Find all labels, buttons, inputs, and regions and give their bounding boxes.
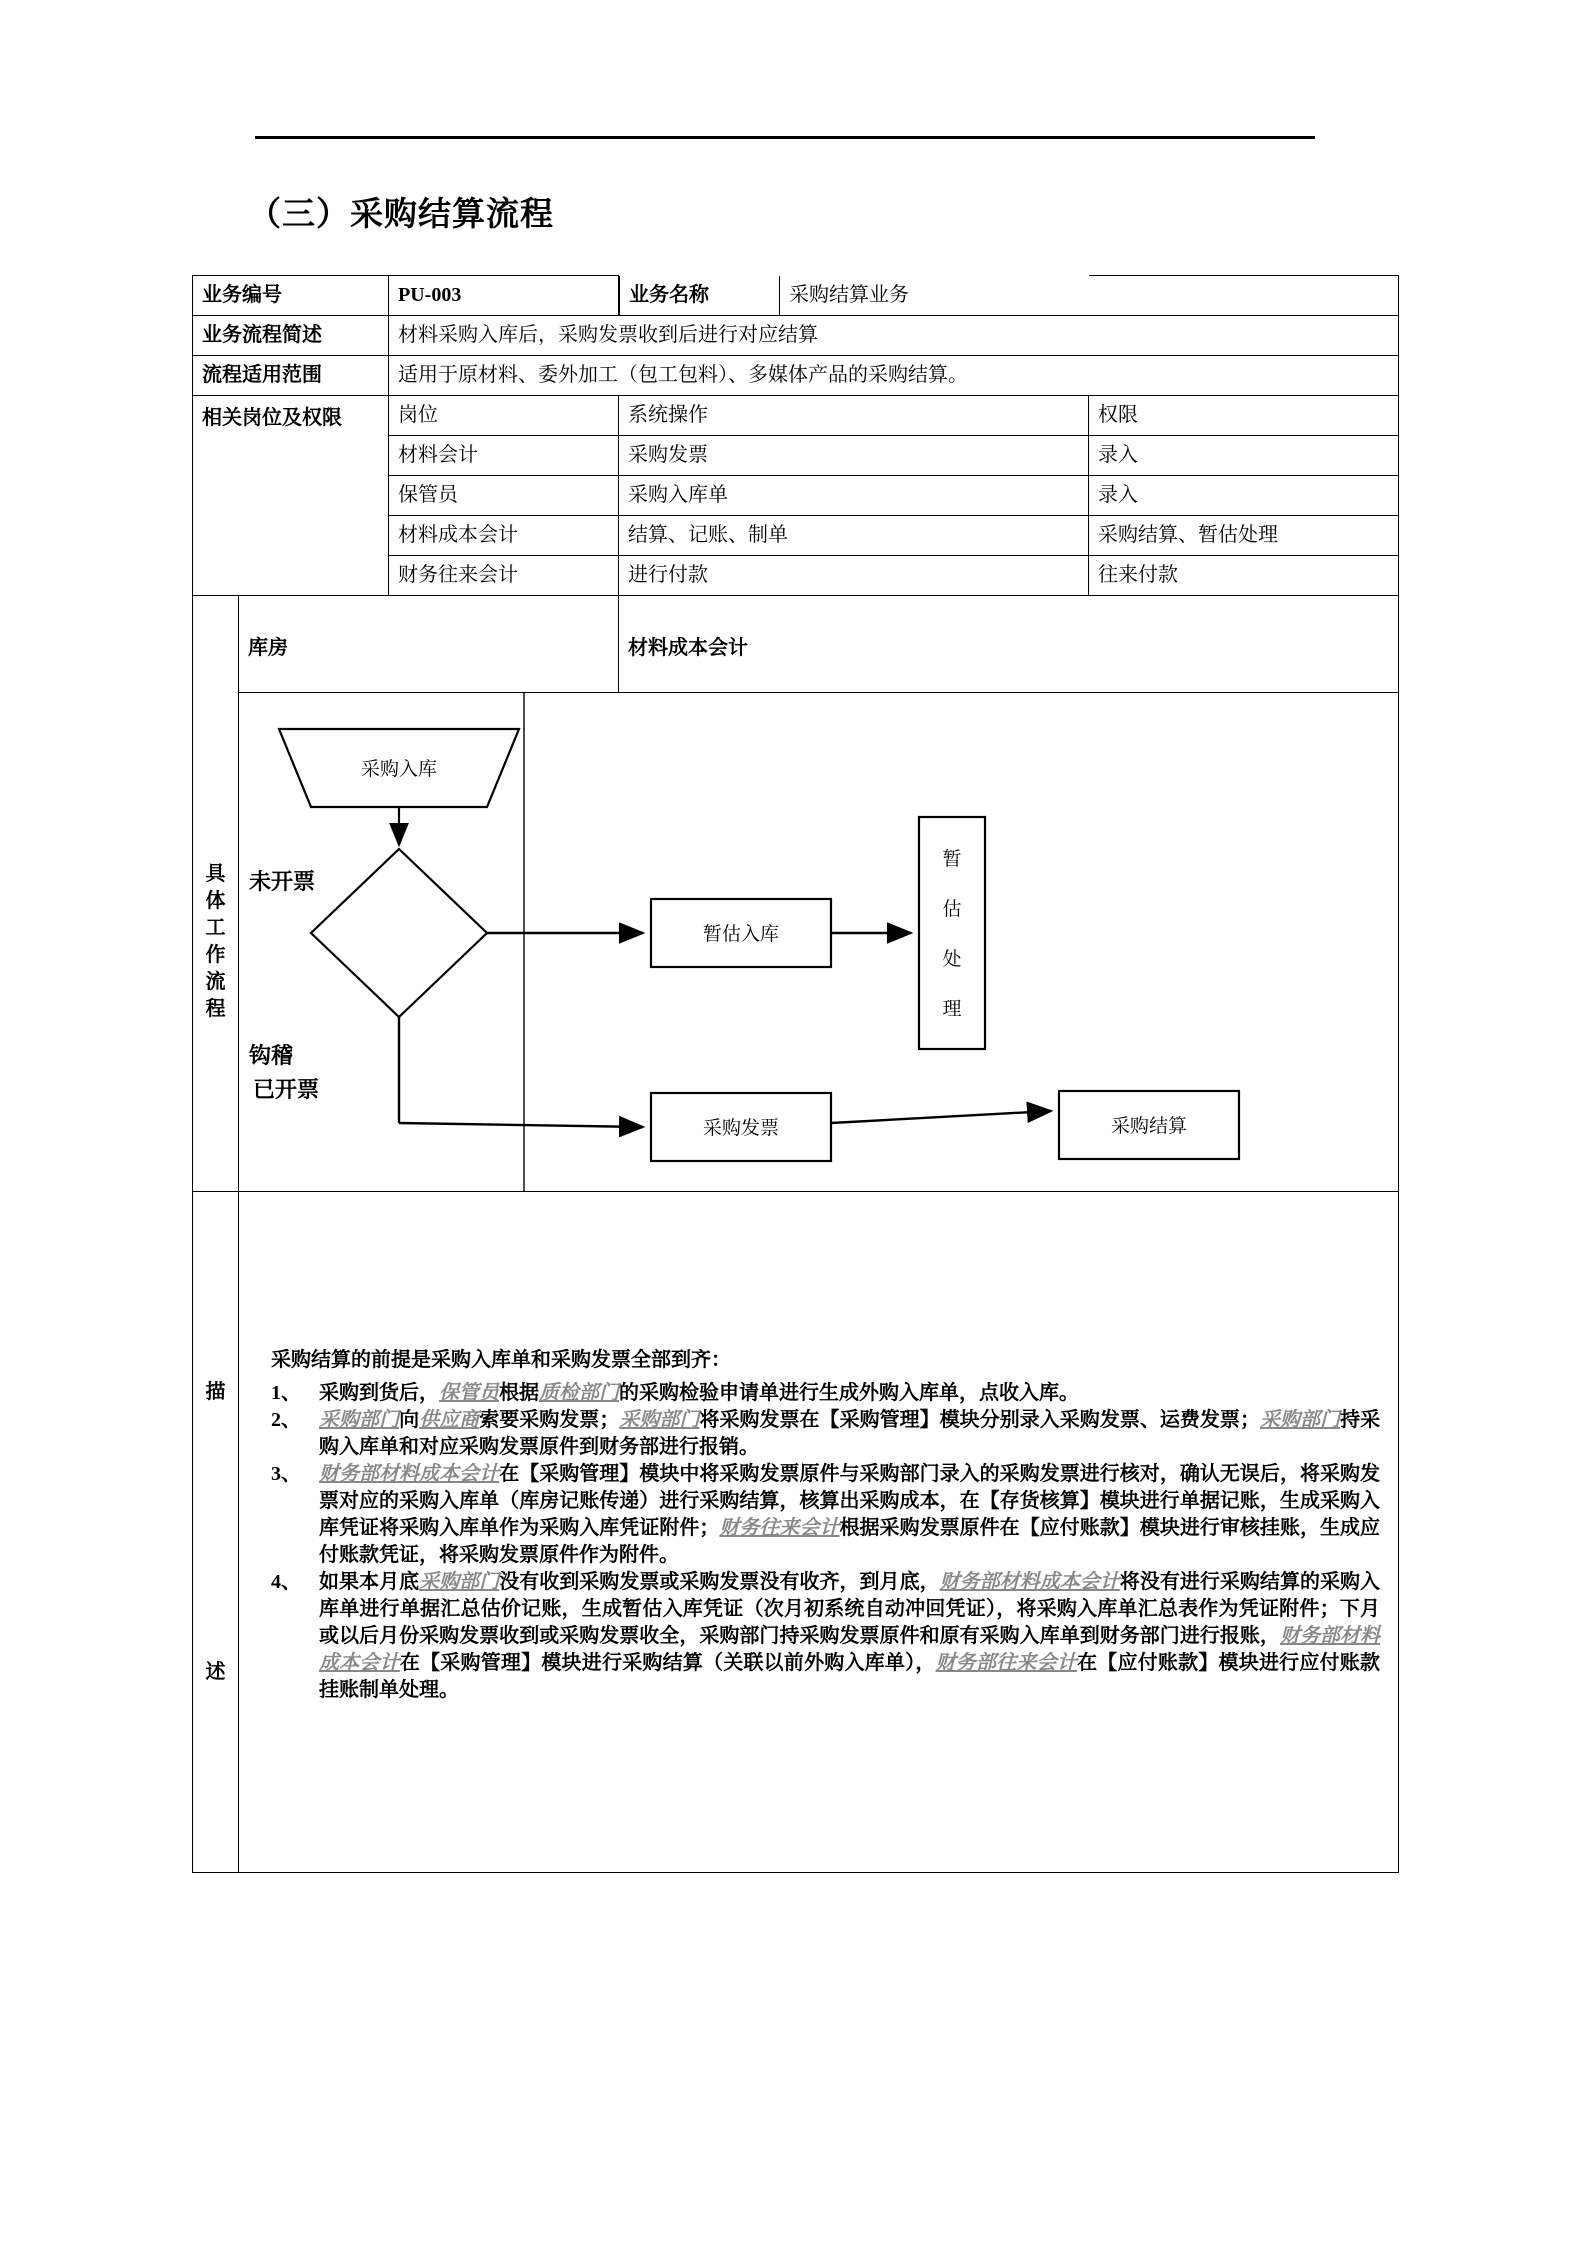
role-reference: 财务部往来会计 (935, 1651, 1078, 1674)
workflow-canvas (239, 693, 1398, 1191)
roles-label: 相关岗位及权限 (193, 396, 389, 596)
header-divider-rule (255, 136, 1315, 139)
workflow-side-label-char: 流 (205, 970, 226, 993)
role-reference: 财务部材料成本会计 (319, 1624, 1381, 1674)
description-text-run: 向 (399, 1408, 420, 1431)
role-permission: 采购结算、暂估处理 (1089, 516, 1399, 556)
workflow-diagram-cell (239, 693, 1399, 1192)
role-reference: 采购部门 (1259, 1408, 1341, 1431)
roles-header-permission: 权限 (1089, 396, 1399, 436)
description-item-number: 2、 (271, 1408, 301, 1431)
description-item (271, 1407, 1380, 1461)
description-text-run: 索要采购发票； (479, 1408, 620, 1431)
description-item-number: 4、 (271, 1570, 301, 1593)
business-name-cell (619, 276, 1089, 316)
role-reference: 财务部材料成本会计 (939, 1570, 1120, 1593)
summary-value: 材料采购入库后，采购发票收到后进行对应结算 (389, 316, 1399, 356)
description-text-run: 没有收到采购发票或采购发票没有收齐，到月底， (499, 1570, 940, 1593)
workflow-side-label-spacer (193, 596, 239, 693)
role-post: 保管员 (389, 476, 619, 516)
description-item (271, 1569, 1380, 1704)
description-side-label-char: 描 (205, 1380, 226, 1403)
description-text-run: 如果本月底 (319, 1570, 420, 1593)
table-row-business-code (193, 276, 1399, 316)
role-post: 材料成本会计 (389, 516, 619, 556)
description-text-run: 将采购发票在【采购管理】模块分别录入采购发票、运费发票； (699, 1408, 1260, 1431)
table-row-roles-header (193, 396, 1399, 436)
role-permission: 录入 (1089, 476, 1399, 516)
role-operation: 采购入库单 (619, 476, 1089, 516)
node-provisional-process-char: 理 (942, 999, 962, 1020)
role-operation: 采购发票 (619, 436, 1089, 476)
role-permission: 往来付款 (1089, 556, 1399, 596)
business-code-label: 业务编号 (193, 276, 389, 316)
node-provisional-in-label: 暂估入库 (702, 924, 780, 945)
table-row-description (193, 1192, 1399, 1873)
role-reference: 采购部门 (419, 1570, 500, 1593)
process-definition-table (192, 275, 1399, 1873)
scope-label: 流程适用范围 (193, 356, 389, 396)
roles-header-operation: 系统操作 (619, 396, 1089, 436)
node-settlement-label: 采购结算 (1110, 1116, 1188, 1137)
description-side-label-char: 述 (205, 1660, 226, 1683)
workflow-side-label-char: 程 (205, 997, 226, 1020)
edge-invoice-to-settlement (831, 1111, 1051, 1123)
role-reference: 财务部材料成本会计 (319, 1462, 500, 1485)
description-text-run: 在【采购管理】模块中将采购发票原件与采购部门录入的采购发票进行核对，确认无误后，将采购发票对应的采购入库单（库房记账传递）进行采购结算，核算出采购成本，在【存货核算】模块进行单据记账，生成采购入库凭证将采购入库单作为采购入库凭证附件； (319, 1462, 1381, 1539)
roles-header-post: 岗位 (389, 396, 619, 436)
table-row-workflow-diagram (193, 693, 1399, 1192)
node-decision-shape (311, 849, 487, 1017)
workflow-svg (239, 693, 1399, 1191)
role-post: 财务往来会计 (389, 556, 619, 596)
table-row-summary (193, 316, 1399, 356)
description-text-run: 采购到货后， (319, 1381, 439, 1404)
workflow-side-label-char: 具 (205, 862, 226, 885)
node-provisional-process-char: 处 (942, 949, 962, 970)
role-reference: 供应商 (419, 1408, 480, 1431)
node-provisional-process-char: 估 (942, 899, 962, 920)
business-name-spill (1089, 276, 1399, 316)
role-operation: 进行付款 (619, 556, 1089, 596)
branch-label-invoiced: 已开票 (253, 1077, 320, 1102)
table-row-scope (193, 356, 1399, 396)
edge-down-to-invoice (399, 1123, 643, 1127)
role-reference: 质检部门 (539, 1381, 619, 1404)
workflow-side-label (193, 693, 239, 1192)
workflow-side-label-char: 工 (205, 916, 226, 939)
role-permission: 录入 (1089, 436, 1399, 476)
description-title: 采购结算的前提是采购入库单和采购发票全部到齐： (271, 1348, 731, 1371)
description-list (253, 1380, 1380, 1704)
business-name-value: 采购结算业务 (780, 276, 1089, 315)
page-title: （三）采购结算流程 (248, 197, 554, 233)
description-text-run: 的采购检验申请单进行生成外购入库单，点收入库。 (619, 1381, 1079, 1404)
branch-label-not-invoiced: 未开票 (249, 869, 316, 894)
summary-label: 业务流程简述 (193, 316, 389, 356)
description-text-run: 将没有进行采购结算的采购入库单进行单据汇总估价记账，生成暂估入库凭证（次月初系统自动冲回凭证），将采购入库单汇总表作为凭证附件；下月或以后月份采购发票收到或采购发票收全，采购部门持采购发票原件和原有采购入库单到财务部门进行报账， (319, 1570, 1381, 1647)
description-text-run: 持采购入库单和对应采购发票原件到财务部进行报销。 (319, 1408, 1381, 1458)
description-item (271, 1461, 1380, 1569)
business-name-label: 业务名称 (620, 276, 780, 315)
role-reference: 财务往来会计 (719, 1516, 840, 1539)
role-post: 材料会计 (389, 436, 619, 476)
description-text-run: 根据 (499, 1381, 539, 1404)
description-text-run: 在【采购管理】模块进行采购结算（关联以前外购入库单）， (399, 1651, 936, 1674)
description-item (271, 1380, 1380, 1407)
role-operation: 结算、记账、制单 (619, 516, 1089, 556)
description-text-run: 在【应付账款】模块进行应付账款挂账制单处理。 (319, 1651, 1381, 1701)
role-reference: 采购部门 (319, 1408, 400, 1431)
branch-label-reconcile: 钩稽 (249, 1043, 294, 1068)
lane-header-cost-accountant: 材料成本会计 (619, 596, 1399, 693)
role-reference: 保管员 (439, 1381, 499, 1404)
node-invoice-label: 采购发票 (702, 1118, 780, 1139)
workflow-side-label-char: 作 (205, 943, 226, 966)
node-purchase-receipt-label: 采购入库 (360, 759, 438, 780)
table-row-swimlane-headers (193, 596, 1399, 693)
business-code-value: PU-003 (389, 276, 619, 316)
description-item-number: 1、 (271, 1381, 301, 1404)
lane-header-warehouse: 库房 (239, 596, 619, 693)
role-reference: 采购部门 (619, 1408, 700, 1431)
description-text-run: 根据采购发票原件在【应付账款】模块进行审核挂账，生成应付账款凭证，将采购发票原件作为附件。 (319, 1516, 1381, 1566)
description-item-number: 3、 (271, 1462, 301, 1485)
scope-value: 适用于原材料、委外加工（包工包料）、多媒体产品的采购结算。 (389, 356, 1399, 396)
workflow-side-label-char: 体 (205, 889, 226, 912)
description-side-label (193, 1192, 239, 1873)
node-provisional-process-char: 暂 (942, 849, 962, 870)
description-cell (239, 1192, 1399, 1873)
